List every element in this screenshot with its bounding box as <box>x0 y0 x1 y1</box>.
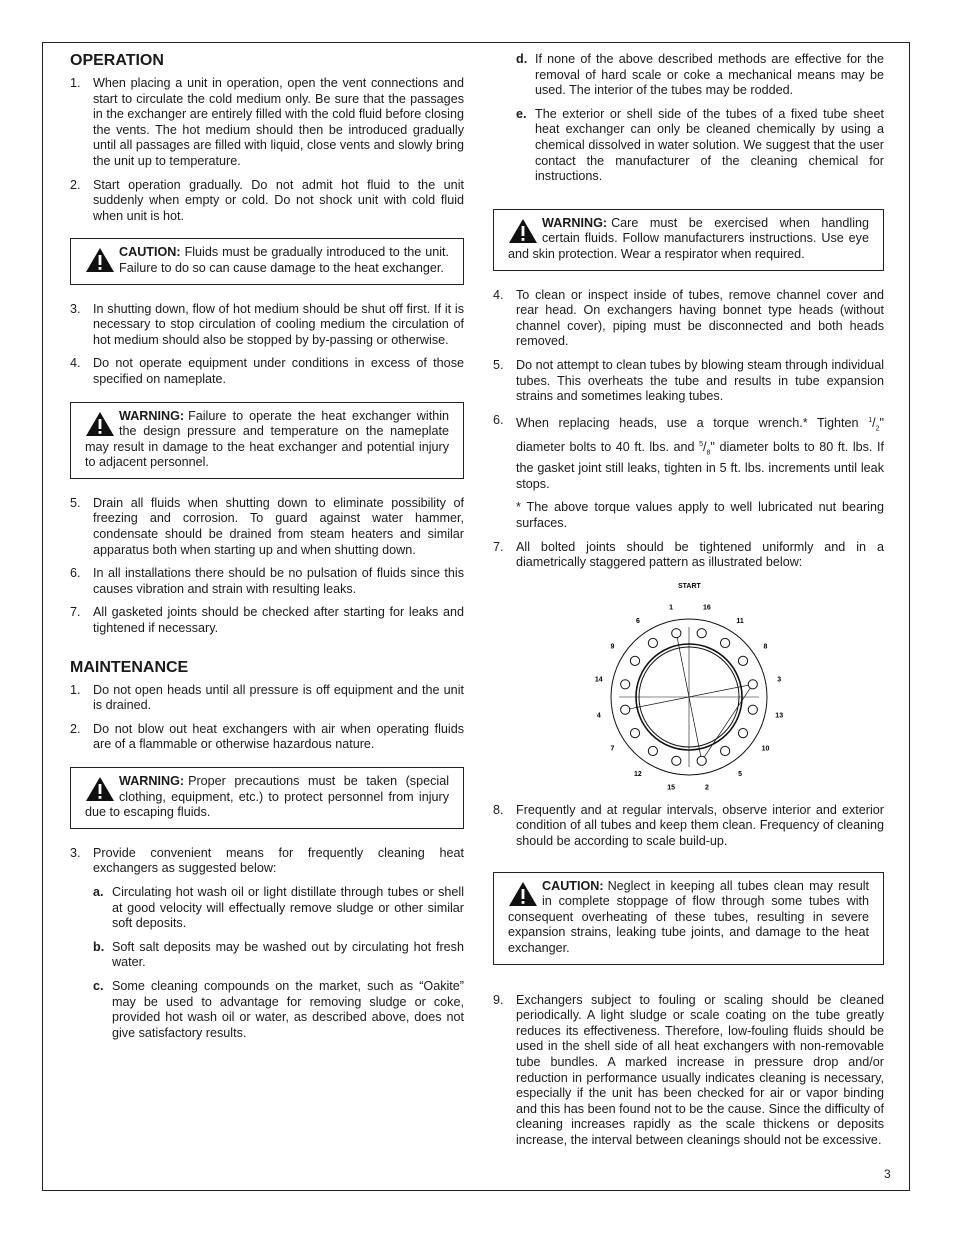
bolt-hole <box>648 638 657 647</box>
start-label: START <box>677 582 701 590</box>
list-item: 5. Do not attempt to clean tubes by blowing steam through individual tubes. This overheats the tube and results in tube expansion strains and sometimes leaking tubes. <box>493 357 884 404</box>
bolt-number-label: 9 <box>610 643 614 651</box>
warning-triangle-icon <box>85 246 115 274</box>
warning-box <box>70 767 464 829</box>
caution-box <box>493 872 884 965</box>
torque-footnote: * The above torque values apply to well lubricated nut bearing surfaces. <box>516 500 884 531</box>
list-item: 8. Frequently and at regular intervals, observe interior and exterior condition of all tubes and keep them clean. Frequency of cleaning should be according to scale build-up. <box>493 802 884 849</box>
warning-label: WARNING: <box>119 408 185 423</box>
operation-heading: OPERATION <box>70 52 164 69</box>
bolt-hole <box>671 628 680 637</box>
bolt-hole <box>648 746 657 755</box>
bolt-number-label: 2 <box>704 784 709 792</box>
list-item: 2. Start operation gradually. Do not admit hot fluid to the unit suddenly when empty or cold. Do not shock unit with cold fluid when unit is hot. <box>70 177 464 223</box>
list-item: 1. Do not open heads until all pressure is off equipment and the unit is drained. <box>70 682 464 713</box>
warning-box <box>493 209 884 271</box>
warning-text: Care must be exercised when handling certain fluids. Follow manufacturers instructions. Use eye and skin protection. Wear a respirator when required. <box>508 215 869 261</box>
warning-triangle-icon <box>85 775 115 803</box>
warning-text: Failure to operate the heat exchanger within the design pressure and temperature on the nameplate may result in damage to the heat exchanger and potential injury to adjacent personnel. <box>85 408 449 470</box>
bolt-hole <box>620 705 629 714</box>
bolt-pattern-svg <box>579 577 799 797</box>
list-item: 6. When replacing heads, use a torque wrench.* Tighten $^1/_2$" diameter bolts to 40 ft. lbs. and $^5/_8$" diameter bolts to 80 ft. lbs. If the gasket joint still leaks, tighten in 5 ft. lbs. increments until leak stops. <box>493 412 884 491</box>
sub-item: d. If none of the above described methods are effective for the removal of hard scale or coke a mechanical means may be used. The interior of the tubes may be rodded. <box>516 52 884 98</box>
bolt-number-label: 10 <box>761 745 769 753</box>
warning-box <box>70 402 464 479</box>
warning-text: Proper precautions must be taken (special clothing, equipment, etc.) to protect personnel from injury due to escaping fluids. <box>85 774 449 820</box>
bolt-pattern-diagram <box>493 577 884 797</box>
bolt-hole <box>671 756 680 765</box>
bolt-number-label: 1 <box>668 604 673 612</box>
warning-triangle-icon <box>85 410 115 438</box>
caution-label: CAUTION: <box>119 245 181 260</box>
bolt-number-label: 5 <box>737 770 742 778</box>
bolt-number-label: 6 <box>635 617 640 625</box>
list-item: 9. Exchangers subject to fouling or scaling should be cleaned periodically. A light sludge or scale coating on the tube greatly reduces its effectiveness. Therefore, low-fouling fluids should be used in the shell side of all heat exchangers with non-removable tube bundles. A marked increase in pressure drop and/or reduction in performance usually indicates cleaning is necessary, especially if the unit has been checked for air or vapor binding and this has been found not to be the cause. Since the difficulty of cleaning increases rapidly as the scale thickens or deposits increase, the interval between cleanings should not be excessive. <box>493 992 884 1147</box>
warning-label: WARNING: <box>119 774 185 788</box>
list-item: 4. Do not operate equipment under conditions in excess of those specified on nameplate. <box>70 356 464 386</box>
bolt-number-label: 3 <box>776 676 781 684</box>
bolt-hole <box>738 728 747 737</box>
list-item: 1. When placing a unit in operation, open the vent connections and start to circulate the cold medium only. Be sure that the passages in the exchanger are entirely filled with the cold fluid before closing the vents. The hot medium should then be introduced gradually until all passages are filled with liquid, close vents and slowly bring the unit up to temperature. <box>70 76 464 168</box>
bolt-hole <box>720 638 729 647</box>
sub-item: b. Soft salt deposits may be washed out by circulating hot fresh water. <box>93 939 464 970</box>
page-number: 3 <box>884 1167 891 1181</box>
bolt-number-label: 14 <box>594 676 603 684</box>
bolt-hole <box>630 656 639 665</box>
list-item: 7. All gasketed joints should be checked after starting for leaks and tightened if necessary. <box>70 605 464 636</box>
caution-box <box>70 238 464 284</box>
warning-label: WARNING: <box>542 215 608 230</box>
list-item: 2. Do not blow out heat exchangers with air when operating fluids are of a flammable or otherwise hazardous nature. <box>70 721 464 752</box>
caution-label: CAUTION: <box>542 878 604 893</box>
warning-triangle-icon <box>508 217 538 245</box>
tightening-sequence-lines <box>619 627 759 767</box>
sub-item: c. Some cleaning compounds on the market, such as “Oakite” may be used to advantage for removing sludge or coke, provided hot wash oil or water, as described above, does not give satisfactory results. <box>93 978 464 1040</box>
sub-item: a. Circulating hot wash oil or light distillate through tubes or shell at good velocity will effectually remove sludge or other similar soft deposits. <box>93 884 464 931</box>
bolt-hole <box>630 728 639 737</box>
bolt-number-label: 13 <box>774 712 783 720</box>
bolt-hole <box>620 680 629 689</box>
list-item: 4. To clean or inspect inside of tubes, remove channel cover and rear head. On exchangers having bonnet type heads (without channel cover), piping must be disconnected and both heads removed. <box>493 287 884 349</box>
bolt-hole <box>748 680 757 689</box>
caution-text: Neglect in keeping all tubes clean may result in complete stoppage of flow through some tubes with consequent overheating of these tubes, resulting in severe expansion strains, leaking tube joints, and damage to the heat exchanger. <box>508 878 869 955</box>
list-item: 6. In all installations there should be no pulsation of fluids since this causes vibration and strain with resulting leaks. <box>70 566 464 596</box>
sub-item: e. The exterior or shell side of the tubes of a fixed tube sheet heat exchanger can only be cleaned chemically by using a chemical dissolved in water solution. We suggest that the user contact the manufacturer of the cleaning chemical for instructions. <box>516 106 884 184</box>
bolt-number-label: 8 <box>763 643 767 651</box>
caution-text: Fluids must be gradually introduced to the unit. Failure to do so can cause damage to the heat exchanger. <box>119 245 449 275</box>
maintenance-heading: MAINTENANCE <box>70 658 189 676</box>
bolt-hole <box>748 705 757 714</box>
list-item: 5. Drain all fluids when shutting down to eliminate possibility of freezing and corrosion. To guard against water hammer, condensate should be drained from steam heaters and similar apparatus both when starting up and when shutting down. <box>70 495 464 557</box>
left-column <box>70 52 464 1049</box>
bolt-hole <box>697 756 706 765</box>
list-item: 7. All bolted joints should be tightened uniformly and in a diametrically staggered pattern as illustrated below: <box>493 539 884 570</box>
bolt-number-label: 7 <box>610 745 614 753</box>
list-item: 3. In shutting down, flow of hot medium should be shut off first. If it is necessary to stop circulation of cooling medium the circulation of hot medium should also be stopped by by-passing or otherwise. <box>70 301 464 347</box>
bolt-hole <box>738 656 747 665</box>
bolt-number-label: 11 <box>735 617 744 625</box>
bolt-number-label: 4 <box>596 712 601 720</box>
bolt-number-label: 16 <box>702 604 711 612</box>
warning-triangle-icon <box>508 880 538 908</box>
right-column <box>493 52 884 1157</box>
list-item: 3. Provide convenient means for frequently cleaning heat exchangers as suggested below: <box>70 845 464 876</box>
bolt-number-label: 12 <box>633 770 642 778</box>
bolt-number-label: 15 <box>666 784 675 792</box>
bolt-hole <box>697 628 706 637</box>
bolt-hole <box>720 746 729 755</box>
